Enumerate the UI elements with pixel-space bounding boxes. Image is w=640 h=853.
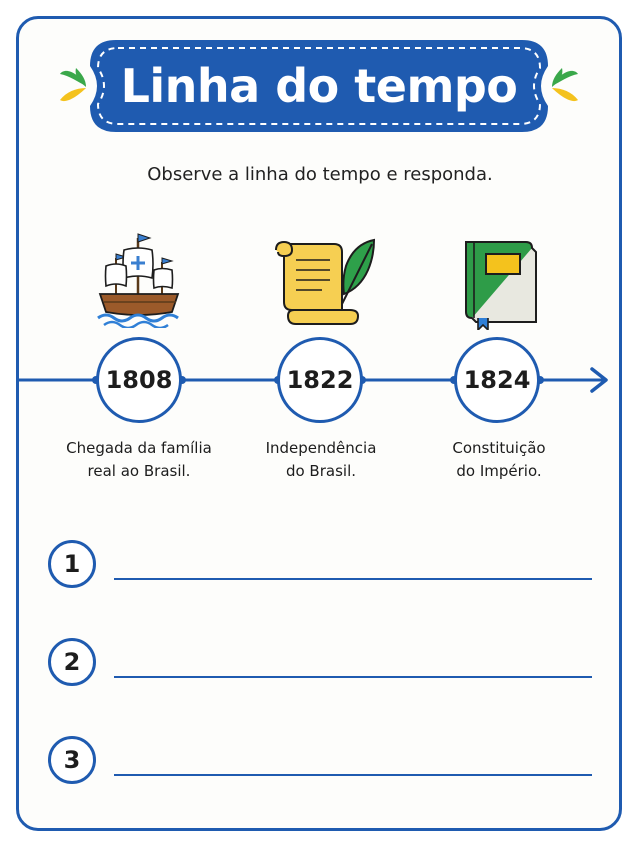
year-1822: 1822 [277, 337, 363, 423]
answer-number-badge: 1 [48, 540, 96, 588]
page-title: Linha do tempo [120, 59, 518, 113]
answer-row-2 [44, 638, 604, 694]
answer-line-3[interactable] [114, 774, 592, 776]
green-book-icon [456, 234, 540, 330]
event-label-1808 [54, 437, 224, 483]
event-label-1824 [414, 437, 584, 483]
event-label-1822 [236, 437, 406, 483]
event-label-line: Chegada da família [66, 439, 212, 457]
year-1808: 1808 [96, 337, 182, 423]
event-label-line: Independência [265, 439, 377, 457]
instruction-text: Observe a linha do tempo e responda. [147, 164, 493, 185]
event-label-line: do Brasil. [285, 462, 357, 480]
answer-row-3 [44, 736, 604, 792]
event-label-line: do Império. [456, 462, 542, 480]
event-label-line: Constituição [452, 439, 546, 457]
answer-line-2[interactable] [114, 676, 592, 678]
caravel-ship-icon [96, 228, 182, 328]
answer-row-1 [44, 540, 604, 596]
answer-line-1[interactable] [114, 578, 592, 580]
event-label-line: real ao Brasil. [87, 462, 191, 480]
answer-number-badge: 2 [48, 638, 96, 686]
answer-number-badge: 3 [48, 736, 96, 784]
year-1824: 1824 [454, 337, 540, 423]
scroll-quill-icon [270, 236, 378, 328]
